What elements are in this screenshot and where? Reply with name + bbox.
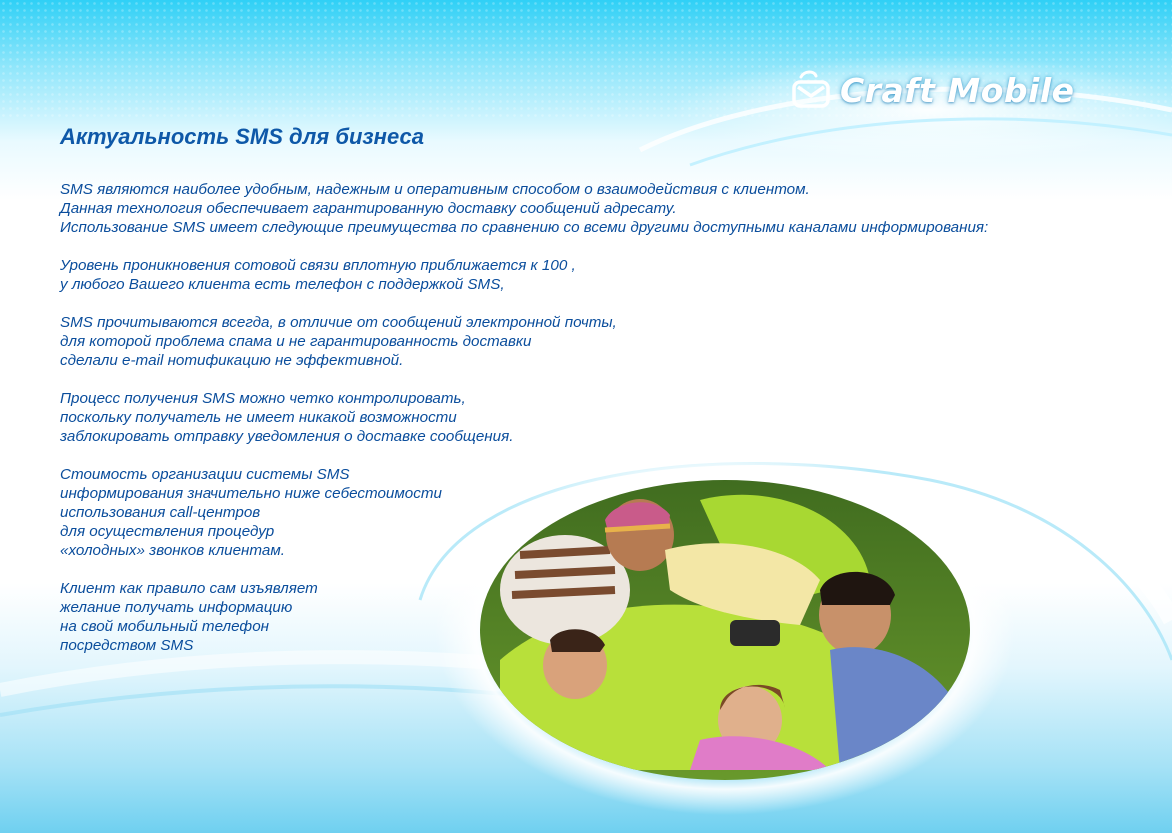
point-line: Уровень проникновения сотовой связи вплотную приближается к 100 , bbox=[60, 257, 576, 274]
point-line: желание получать информацию bbox=[60, 599, 293, 616]
point-line: заблокировать отправку уведомления о доставке сообщения. bbox=[60, 428, 514, 445]
point-line: на свой мобильный телефон bbox=[60, 618, 270, 635]
point-line: для осуществления процедур bbox=[60, 523, 275, 540]
point-line: поскольку получатель не имеет никакой возможности bbox=[60, 409, 457, 426]
page-title: Актуальность SMS для бизнеса bbox=[60, 124, 424, 149]
point-line: использования call-центров bbox=[60, 504, 261, 521]
point-line: информирования значительно ниже себестоимости bbox=[60, 485, 442, 502]
people-photo bbox=[400, 440, 1020, 825]
point-line: Клиент как правило сам изъявляет bbox=[60, 580, 318, 597]
point-line: сделали e-mail нотификацию не эффективной. bbox=[60, 352, 404, 369]
point-line: Стоимость организации системы SMS bbox=[60, 466, 350, 483]
intro-line: Использование SMS имеет следующие преимущества по сравнению со всеми другими доступными каналами информирования: bbox=[60, 219, 989, 236]
intro-line: Данная технология обеспечивает гарантированную доставку сообщений адресату. bbox=[60, 200, 677, 217]
intro-line: SMS являются наиболее удобным, надежным и оперативным способом о взаимодействия с клиентом. bbox=[60, 181, 810, 198]
point-line: посредством SMS bbox=[60, 637, 194, 654]
point-control bbox=[60, 389, 1120, 446]
brand-name: Craft Mobile bbox=[840, 70, 1075, 110]
point-line: «холодных» звонков клиентам. bbox=[60, 542, 285, 559]
point-line: для которой проблема спама и не гарантированность доставки bbox=[60, 333, 532, 350]
envelope-icon bbox=[790, 68, 834, 112]
point-readability bbox=[60, 313, 1120, 370]
people-photo-illustration bbox=[400, 440, 1020, 820]
intro-paragraph bbox=[60, 180, 1120, 237]
point-coverage bbox=[60, 256, 1120, 294]
brand-logo bbox=[790, 66, 1090, 114]
point-line: Процесс получения SMS можно четко контролировать, bbox=[60, 390, 466, 407]
point-line: SMS прочитываются всегда, в отличие от сообщений электронной почты, bbox=[60, 314, 617, 331]
point-line: у любого Вашего клиента есть телефон с поддержкой SMS, bbox=[60, 276, 505, 293]
